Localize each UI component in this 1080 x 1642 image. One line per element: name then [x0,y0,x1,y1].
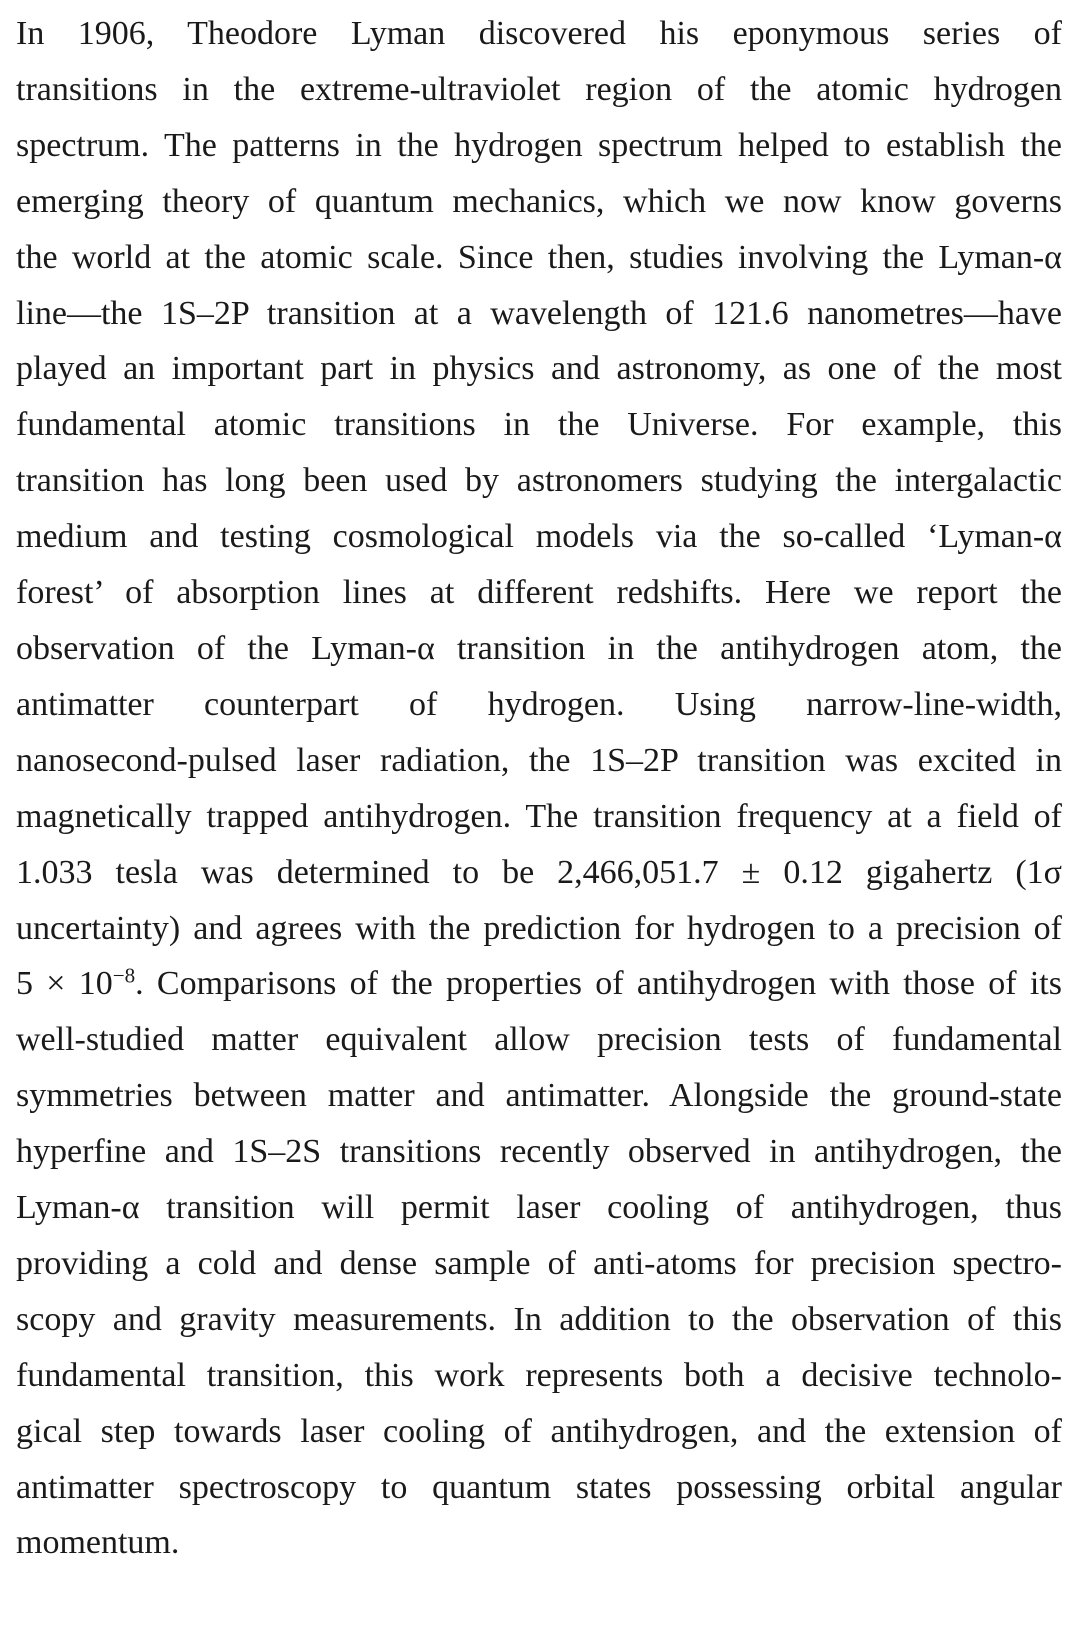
precision-value: 5 × 10 [16,965,113,1003]
abstract-paragraph [16,6,1062,1571]
text-line: the world at the atomic scale. Since then, studies involving the Lyman-α [16,238,1062,276]
text-line: nanosecond-pulsed laser radiation, the 1S–2P transition was excited in [16,741,1062,779]
text-line: gical step towards laser cooling of antihydrogen, and the extension of [16,1412,1062,1450]
text-line: antimatter spectroscopy to quantum states possessing orbital angular [16,1468,1062,1506]
text-line: fundamental transition, this work represents both a decisive technolo- [16,1356,1062,1394]
precision-line-rest: . Comparisons of the properties of antihydrogen with those of its [135,965,1062,1003]
text-line: scopy and gravity measurements. In addition to the observation of this [16,1300,1062,1338]
text-line: antimatter counterpart of hydrogen. Using narrow-line-width, [16,685,1062,723]
text-line: providing a cold and dense sample of anti-atoms for precision spectro- [16,1244,1062,1282]
text-line: Lyman-α transition will permit laser cooling of antihydrogen, thus [16,1189,1062,1227]
text-line: In 1906, Theodore Lyman discovered his eponymous series of [16,15,1062,52]
text-line: spectrum. The patterns in the hydrogen spectrum helped to establish the [16,126,1062,164]
text-line: line—the 1S–2P transition at a wavelength of 121.6 nanometres—have [16,294,1062,332]
text-line: symmetries between matter and antimatter. Alongside the ground-state [16,1077,1062,1115]
precision-text-line [16,956,1062,1012]
text-line: momentum. [16,1524,180,1562]
text-line: transitions in the extreme-ultraviolet region of the atomic hydrogen [16,70,1062,108]
text-line: well-studied matter equivalent allow precision tests of fundamental [16,1021,1062,1059]
text-line: hyperfine and 1S–2S transitions recently observed in antihydrogen, the [16,1133,1062,1171]
text-line: magnetically trapped antihydrogen. The transition frequency at a field of [16,797,1062,835]
text-line: fundamental atomic transitions in the Universe. For example, this [16,406,1062,444]
text-line: observation of the Lyman-α transition in the antihydrogen atom, the [16,629,1062,667]
text-line: 1.033 tesla was determined to be 2,466,051.7 ± 0.12 gigahertz (1σ [16,853,1062,891]
text-line: uncertainty) and agrees with the prediction for hydrogen to a precision of [16,909,1062,947]
precision-exponent: −8 [112,963,136,988]
text-line: played an important part in physics and astronomy, as one of the most [16,350,1062,388]
text-line: transition has long been used by astronomers studying the intergalactic [16,462,1062,500]
text-line: medium and testing cosmological models via the so-called ‘Lyman-α [16,518,1062,556]
text-line: forest’ of absorption lines at different redshifts. Here we report the [16,574,1062,612]
text-line: emerging theory of quantum mechanics, which we now know governs [16,182,1062,220]
